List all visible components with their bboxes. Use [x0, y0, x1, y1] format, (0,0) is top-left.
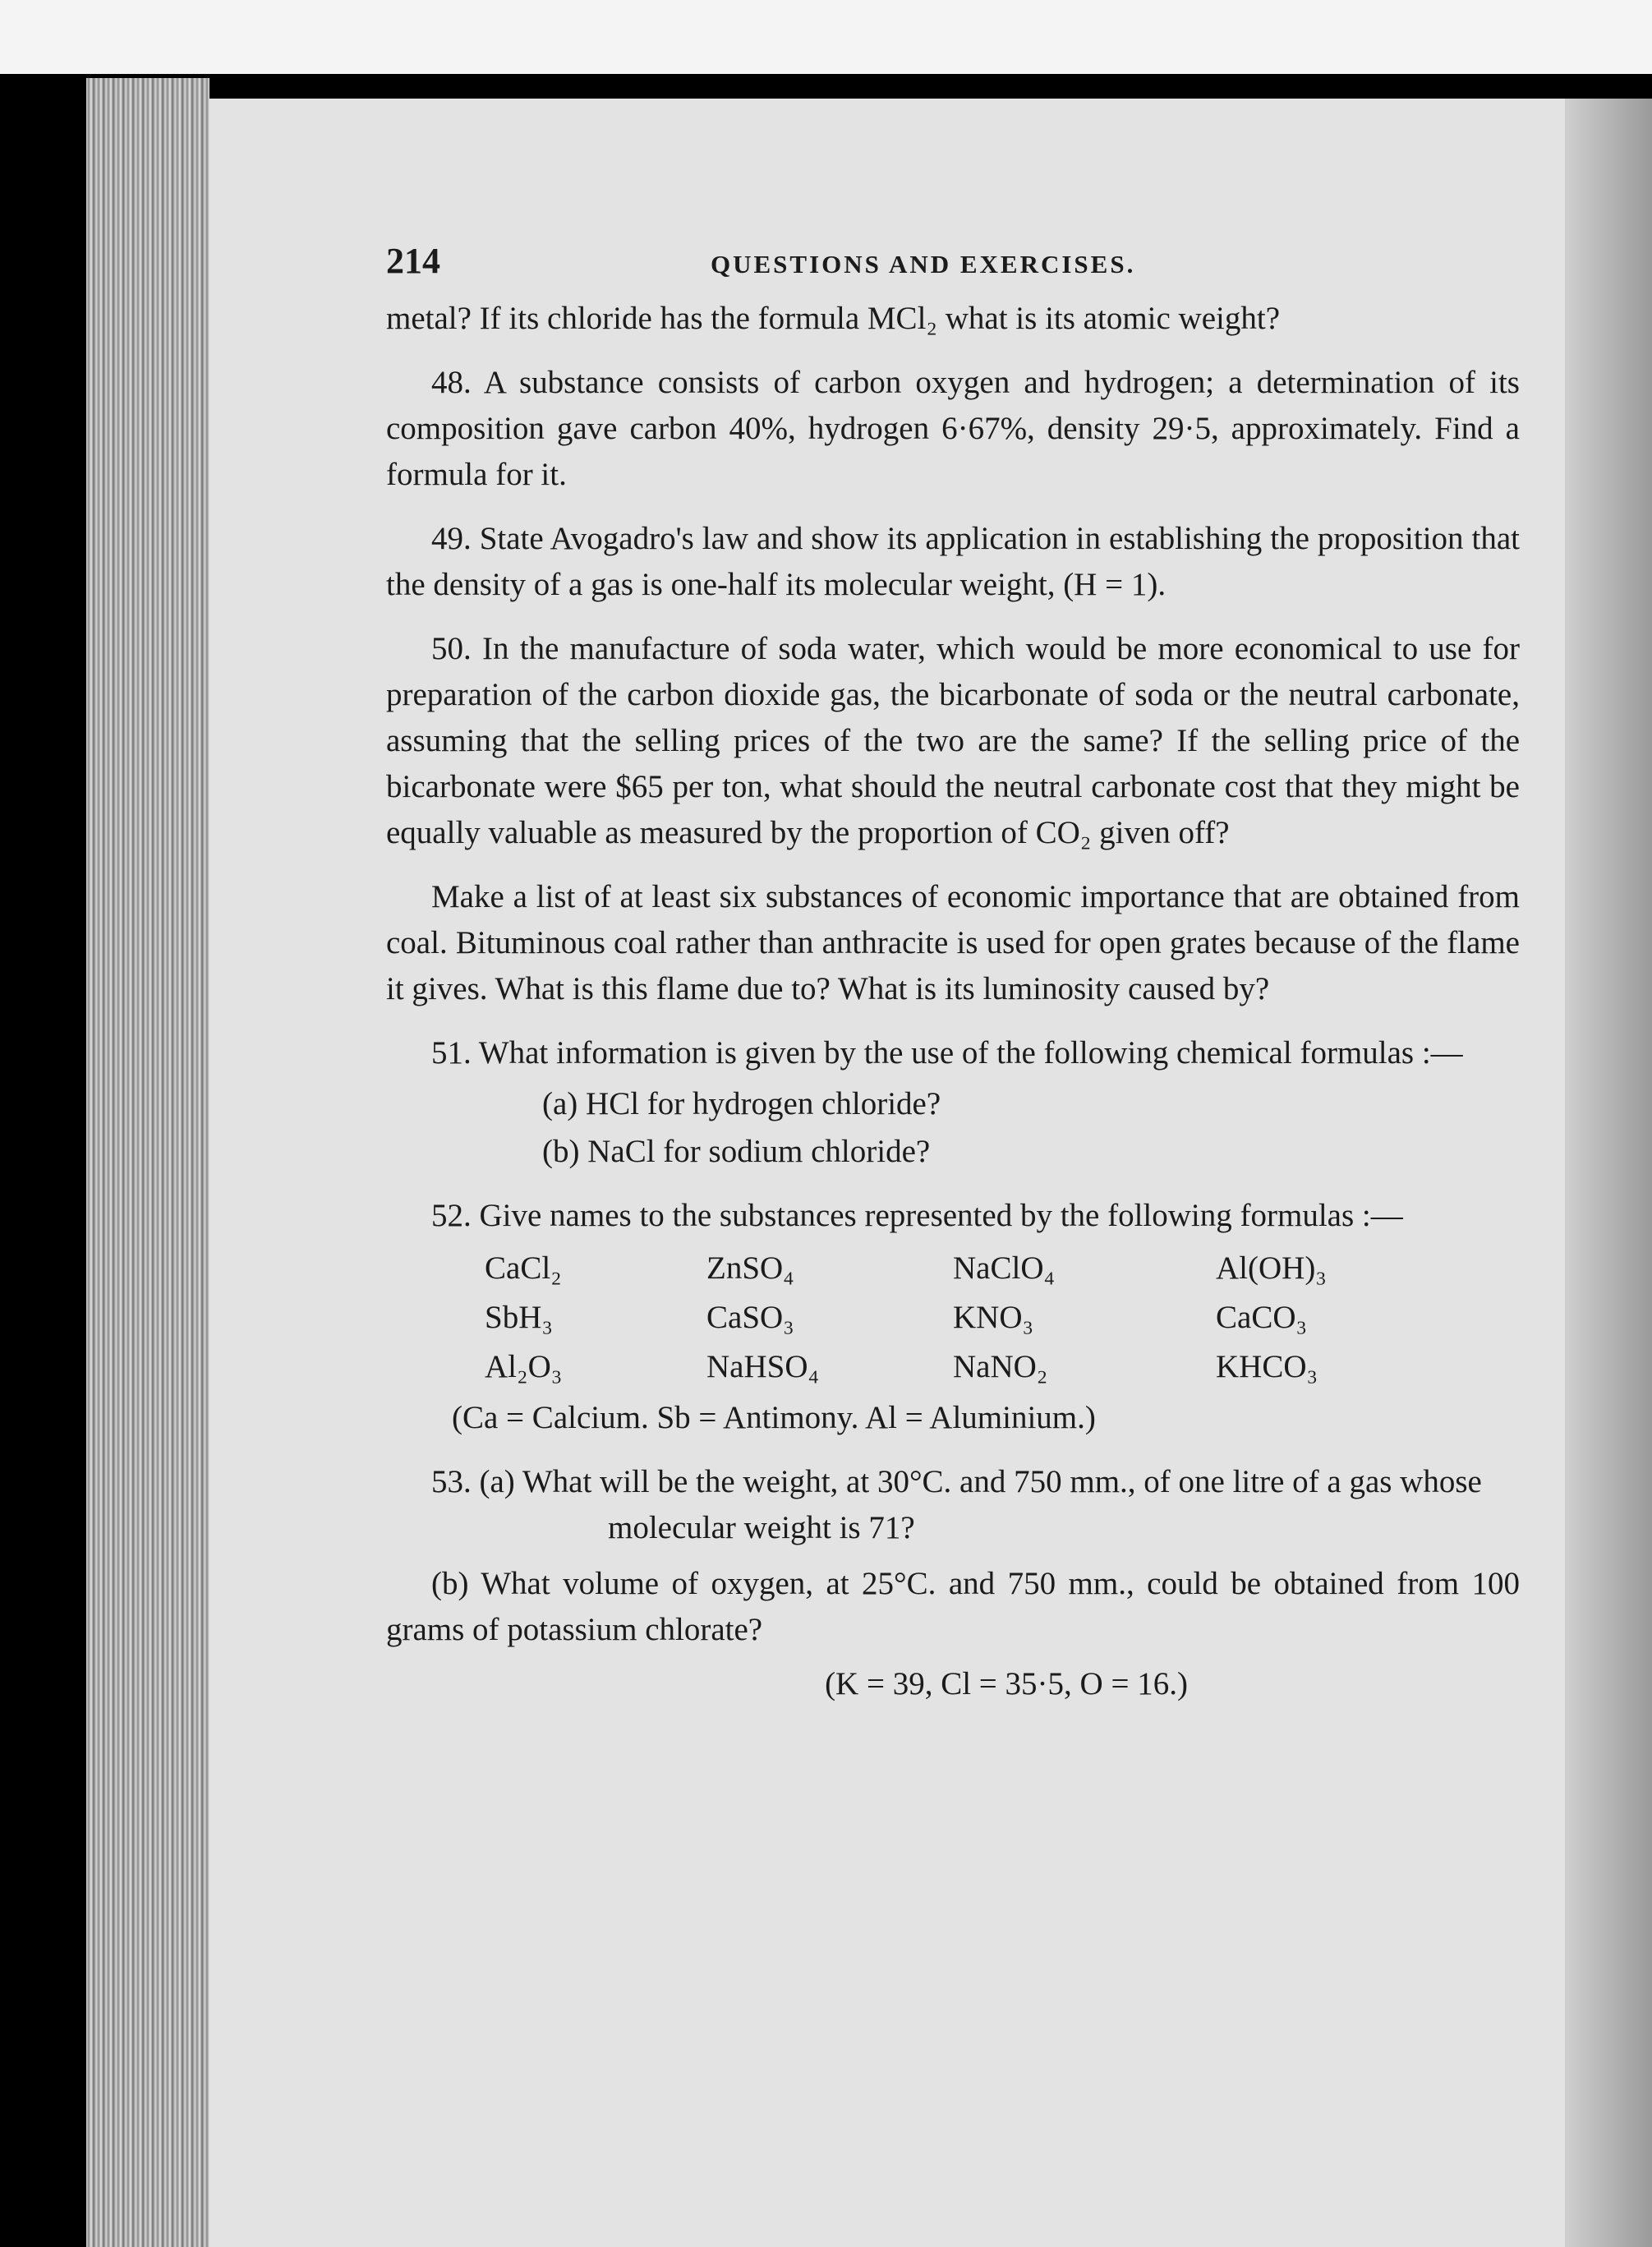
formula-cell: KNO₃ — [953, 1300, 1034, 1335]
question-48: 48. A substance consists of carbon oxygen and hydrogen; a determination of its composition gave carbon 40%, hydrogen 6·67%, density 29·5, approximately. Find a formula for it. — [386, 365, 1520, 492]
formula-cell: ZnSO₄ — [706, 1250, 794, 1286]
question-50: 50. In the manufacture of soda water, which would be more economical to use for preparation of the carbon dioxide gas, the bicarbonate of soda or the neutral carbonate, assuming that the selling prices of the two are the same? If the selling price of the bicarbonate were $65 per ton, what should the neutral carbonate cost that they might be equally valuable as measured by the proportion of CO₂ given off? — [386, 631, 1520, 850]
question-51b: (b) NaCl for sodium chloride? — [542, 1134, 931, 1169]
scan-background-top — [0, 0, 1652, 74]
formula-cell: KHCO₃ — [1216, 1349, 1318, 1384]
atomic-weights-key: (K = 39, Cl = 35·5, O = 16.) — [825, 1666, 1188, 1701]
formula-cell: CaCO₃ — [1216, 1300, 1308, 1335]
question-51: 51. What information is given by the use of the following chemical formulas :— — [431, 1035, 1463, 1071]
page-content — [386, 238, 1520, 1725]
page-header — [386, 238, 1520, 296]
question-52: 52. Give names to the substances represented by the following formulas :— — [431, 1198, 1403, 1233]
coal-paragraph: Make a list of at least six substances of economic importance that are obtained from coal. Bituminous coal rather than anthracite is used for open grates because of the flame it gives. What is this flame due to? What is its luminosity caused by? — [386, 879, 1520, 1006]
formula-cell: SbH₃ — [485, 1300, 553, 1335]
page-number: 214 — [386, 241, 440, 281]
formula-cell: NaHSO₄ — [706, 1349, 820, 1384]
question-51a: (a) HCl for hydrogen chloride? — [542, 1086, 941, 1121]
formula-cell: CaCl₂ — [485, 1250, 562, 1286]
formula-cell: Al₂O₃ — [485, 1349, 563, 1384]
question-53b: (b) What volume of oxygen, at 25°C. and 750 mm., could be obtained from 100 grams of potassium chlorate? — [386, 1566, 1520, 1647]
book-page-edges — [86, 78, 209, 2247]
element-key: (Ca = Calcium. Sb = Antimony. Al = Aluminium.) — [452, 1400, 1096, 1435]
book-gutter-right — [1565, 99, 1652, 2247]
formula-cell: NaClO₄ — [953, 1250, 1056, 1286]
formula-cell: NaNO₂ — [953, 1349, 1048, 1384]
question-53a: 53. (a) What will be the weight, at 30°C. and 750 mm., of one litre of a gas whose molecular weight is 71? — [431, 1464, 1482, 1545]
formula-cell: CaSO₃ — [706, 1300, 794, 1335]
running-head: QUESTIONS AND EXERCISES. — [711, 250, 1136, 279]
paragraph-47-continuation: metal? If its chloride has the formula MCl₂ what is its atomic weight? — [386, 301, 1281, 336]
question-49: 49. State Avogadro's law and show its application in establishing the proposition that the density of a gas is one-half its molecular weight, (H = 1). — [386, 521, 1520, 602]
formula-table — [485, 1246, 1520, 1390]
formula-cell: Al(OH)₃ — [1216, 1250, 1327, 1286]
